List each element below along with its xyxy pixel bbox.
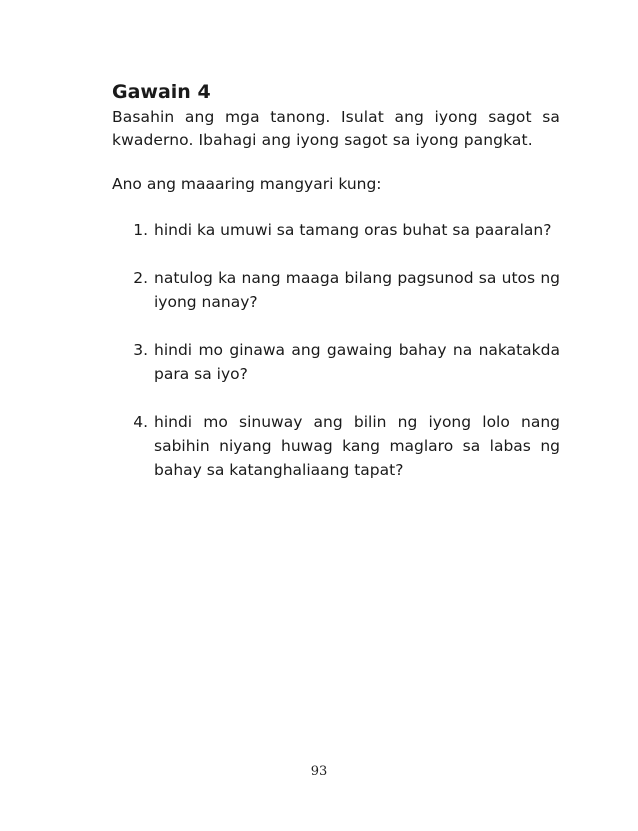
question-list	[112, 218, 560, 482]
question-text: hindi mo ginawa ang gawaing bahay na nakatakda para sa iyo?	[154, 341, 560, 383]
question-text: hindi mo sinuway ang bilin ng iyong lolo nang sabihin niyang huwag kang maglaro sa labas ng bahay sa katanghaliaang tapat?	[154, 413, 560, 479]
question-item	[112, 338, 560, 386]
question-number: 3.	[133, 341, 148, 359]
question-number: 4.	[133, 413, 148, 431]
question-item	[112, 218, 560, 242]
question-text: natulog ka nang maaga bilang pagsunod sa utos ng iyong nanay?	[154, 269, 560, 311]
question-prompt: Ano ang maaaring mangyari kung:	[112, 175, 382, 193]
activity-section	[112, 80, 560, 506]
question-item	[112, 410, 560, 482]
question-number: 1.	[133, 221, 148, 239]
activity-title: Gawain 4	[112, 81, 211, 103]
activity-instructions: Basahin ang mga tanong. Isulat ang iyong sagot sa kwaderno. Ibahagi ang iyong sagot sa iyong pangkat.	[112, 108, 560, 149]
question-text: hindi ka umuwi sa tamang oras buhat sa paaralan?	[154, 221, 552, 239]
question-item	[112, 266, 560, 314]
question-number: 2.	[133, 269, 148, 287]
page-number: 93	[310, 764, 328, 779]
